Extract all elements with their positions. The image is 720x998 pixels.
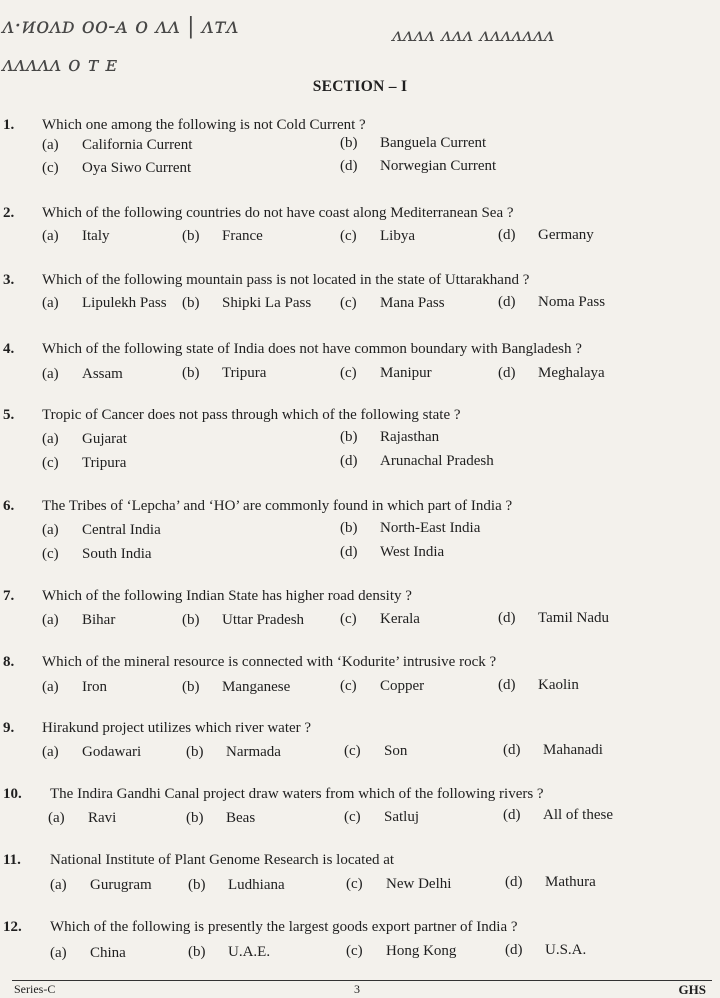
option-label: (a)	[48, 810, 65, 826]
option-label: (d)	[503, 807, 521, 823]
option-label: (a)	[42, 228, 59, 244]
option-label: (c)	[42, 160, 59, 176]
option-label: (c)	[340, 228, 357, 244]
question-text: Which of the following mountain pass is not located in the state of Uttarakhand ?	[42, 272, 530, 288]
option-label: (a)	[42, 679, 59, 695]
option-text: Gujarat	[82, 431, 127, 447]
option-label: (b)	[182, 295, 200, 311]
question-number: 7.	[3, 588, 15, 604]
option-label: (b)	[340, 429, 358, 445]
option-label: (b)	[186, 744, 204, 760]
option-c[interactable]	[340, 228, 415, 245]
option-c[interactable]	[346, 876, 452, 893]
option-d[interactable]	[498, 294, 606, 311]
option-label: (b)	[188, 944, 206, 960]
option-text: Narmada	[226, 744, 281, 760]
option-text: Gurugram	[90, 877, 152, 893]
option-label: (b)	[182, 228, 200, 244]
option-text: Germany	[538, 227, 594, 243]
option-b[interactable]	[340, 135, 487, 152]
question-text: Which of the following countries do not have coast along Mediterranean Sea ?	[42, 205, 514, 221]
option-d[interactable]	[340, 544, 445, 561]
option-a[interactable]	[50, 945, 126, 962]
paper-code: GHS	[678, 982, 706, 997]
option-label: (c)	[346, 876, 363, 892]
option-label: (b)	[186, 810, 204, 826]
option-label: (c)	[344, 809, 361, 825]
question-number: 9.	[3, 720, 15, 736]
option-label: (c)	[340, 365, 357, 381]
option-text: Kaolin	[538, 677, 579, 693]
option-label: (d)	[340, 544, 358, 560]
option-text: South India	[82, 546, 152, 562]
option-b[interactable]	[188, 877, 285, 894]
option-text: Son	[384, 743, 408, 759]
option-label: (a)	[42, 431, 59, 447]
option-text: Assam	[82, 366, 123, 382]
option-text: California Current	[82, 137, 193, 153]
option-label: (d)	[498, 610, 516, 626]
option-label: (d)	[505, 942, 523, 958]
option-text: Lipulekh Pass	[82, 295, 167, 311]
option-a[interactable]	[42, 744, 142, 761]
question-text: Which of the following Indian State has higher road density ?	[42, 588, 412, 604]
option-label: (a)	[42, 366, 59, 382]
option-text: China	[90, 945, 126, 961]
option-text: Arunachal Pradesh	[380, 453, 494, 469]
option-d[interactable]	[340, 158, 497, 175]
option-text: Bihar	[82, 612, 116, 628]
option-b[interactable]	[186, 744, 281, 761]
option-text: Beas	[226, 810, 256, 826]
option-label: (d)	[498, 677, 516, 693]
option-d[interactable]	[503, 807, 613, 824]
question-number: 10.	[3, 786, 22, 802]
option-text: Banguela Current	[380, 135, 487, 151]
option-c[interactable]	[42, 160, 192, 177]
option-label: (c)	[42, 455, 59, 471]
option-label: (c)	[340, 295, 357, 311]
option-label: (b)	[182, 365, 200, 381]
question-text: Which one among the following is not Cold Current ?	[42, 117, 366, 133]
option-c[interactable]	[42, 546, 152, 563]
option-text: Godawari	[82, 744, 142, 760]
option-c[interactable]	[344, 743, 408, 760]
handwritten-note-3: ᴧᴧᴧᴧ ᴧᴧᴧ ᴧᴧᴧᴧᴧᴧᴧ	[392, 24, 555, 46]
option-c[interactable]	[42, 455, 127, 472]
option-d[interactable]	[498, 227, 594, 244]
option-text: Meghalaya	[538, 365, 605, 381]
option-c[interactable]	[340, 611, 420, 628]
option-d[interactable]	[505, 942, 587, 959]
option-c[interactable]	[340, 678, 425, 695]
option-b[interactable]	[186, 810, 256, 827]
option-d[interactable]	[498, 610, 610, 627]
option-label: (b)	[182, 679, 200, 695]
option-label: (c)	[346, 943, 363, 959]
option-b[interactable]	[182, 228, 263, 245]
page-number: 3	[354, 982, 360, 996]
handwritten-note-1: ᴧ·ᴎᴏᴧᴅ ᴏᴏ-ᴀ ᴏ ᴧᴧ | ᴧᴛᴧ	[2, 14, 239, 39]
option-d[interactable]	[498, 365, 605, 382]
question-text: Which of the following is presently the largest goods export partner of India ?	[50, 919, 518, 935]
option-a[interactable]	[48, 810, 117, 827]
section-title: SECTION – I	[312, 78, 408, 95]
question-text: Which of the following state of India does not have common boundary with Bangladesh ?	[42, 341, 582, 357]
option-c[interactable]	[344, 809, 420, 826]
option-text: North-East India	[380, 520, 481, 536]
option-text: Norwegian Current	[380, 158, 497, 174]
option-label: (a)	[42, 295, 59, 311]
option-label: (c)	[42, 546, 59, 562]
option-a[interactable]	[42, 679, 107, 696]
footer-series: Series-C	[14, 982, 56, 996]
option-label: (d)	[498, 227, 516, 243]
option-label: (d)	[498, 294, 516, 310]
option-label: (d)	[340, 453, 358, 469]
option-label: (d)	[340, 158, 358, 174]
option-text: Mahanadi	[543, 742, 603, 758]
option-a[interactable]	[42, 295, 167, 312]
option-text: All of these	[543, 807, 613, 823]
option-text: Oya Siwo Current	[82, 160, 192, 176]
option-text: Tamil Nadu	[538, 610, 610, 626]
option-text: Central India	[82, 522, 161, 538]
footer-divider	[12, 980, 712, 981]
option-text: Noma Pass	[538, 294, 606, 310]
option-d[interactable]	[498, 677, 579, 694]
question-number: 1.	[3, 117, 15, 133]
question-text: The Tribes of ‘Lepcha’ and ‘HO’ are commonly found in which part of India ?	[42, 498, 513, 514]
option-text: Iron	[82, 679, 107, 695]
option-text: Mana Pass	[380, 295, 445, 311]
option-a[interactable]	[42, 137, 193, 154]
option-label: (c)	[340, 611, 357, 627]
option-a[interactable]	[42, 612, 116, 629]
option-label: (d)	[505, 874, 523, 890]
option-label: (b)	[188, 877, 206, 893]
option-c[interactable]	[346, 943, 457, 960]
option-text: France	[222, 228, 263, 244]
question-number: 12.	[3, 919, 22, 935]
question-text: National Institute of Plant Genome Research is located at	[50, 852, 395, 868]
question-number: 3.	[3, 272, 15, 288]
option-text: Tripura	[222, 365, 267, 381]
handwritten-note-2: ᴧᴧᴧᴧᴧ ᴏ ᴛ ᴇ	[2, 52, 118, 76]
option-label: (b)	[340, 520, 358, 536]
question-number: 5.	[3, 407, 15, 423]
option-text: Rajasthan	[380, 429, 440, 445]
option-c[interactable]	[340, 365, 432, 382]
option-text: Kerala	[380, 611, 420, 627]
option-a[interactable]	[42, 366, 123, 383]
question-number: 8.	[3, 654, 15, 670]
question-text: The Indira Gandhi Canal project draw waters from which of the following rivers ?	[50, 786, 544, 802]
option-d[interactable]	[340, 453, 494, 470]
option-text: Satluj	[384, 809, 420, 825]
option-a[interactable]	[42, 522, 161, 539]
option-label: (a)	[42, 137, 59, 153]
option-b[interactable]	[188, 944, 271, 961]
option-text: Italy	[82, 228, 110, 244]
option-d[interactable]	[503, 742, 603, 759]
option-text: Mathura	[545, 874, 596, 890]
option-b[interactable]	[182, 612, 305, 629]
option-text: Copper	[380, 678, 425, 694]
option-label: (a)	[42, 522, 59, 538]
option-label: (c)	[344, 743, 361, 759]
option-text: New Delhi	[386, 876, 452, 892]
option-label: (b)	[340, 135, 358, 151]
option-text: Manganese	[222, 679, 291, 695]
option-a[interactable]	[50, 877, 152, 894]
option-label: (a)	[42, 744, 59, 760]
option-b[interactable]	[340, 429, 440, 446]
question-text: Tropic of Cancer does not pass through which of the following state ?	[42, 407, 461, 423]
option-b[interactable]	[182, 295, 312, 312]
question-text: Which of the mineral resource is connected with ‘Kodurite’ intrusive rock ?	[42, 654, 497, 670]
option-text: Ludhiana	[228, 877, 285, 893]
option-text: Libya	[380, 228, 415, 244]
option-c[interactable]	[340, 295, 445, 312]
option-text: Manipur	[380, 365, 432, 381]
option-b[interactable]	[182, 365, 267, 382]
option-label: (a)	[50, 945, 67, 961]
option-text: Uttar Pradesh	[222, 612, 305, 628]
question-number: 2.	[3, 205, 15, 221]
option-label: (c)	[340, 678, 357, 694]
question-number: 4.	[3, 341, 15, 357]
option-label: (d)	[498, 365, 516, 381]
option-text: Tripura	[82, 455, 127, 471]
option-text: West India	[380, 544, 445, 560]
option-text: Ravi	[88, 810, 117, 826]
option-text: U.A.E.	[228, 944, 271, 960]
option-b[interactable]	[182, 679, 291, 696]
option-a[interactable]	[42, 228, 110, 245]
question-text: Hirakund project utilizes which river water ?	[42, 720, 312, 736]
option-text: Shipki La Pass	[222, 295, 312, 311]
option-label: (a)	[42, 612, 59, 628]
option-text: Hong Kong	[386, 943, 457, 959]
option-label: (b)	[182, 612, 200, 628]
option-text: U.S.A.	[545, 942, 587, 958]
option-label: (a)	[50, 877, 67, 893]
question-number: 6.	[3, 498, 15, 514]
option-label: (d)	[503, 742, 521, 758]
question-number: 11.	[3, 852, 21, 868]
option-d[interactable]	[505, 874, 596, 891]
option-b[interactable]	[340, 520, 481, 537]
option-a[interactable]	[42, 431, 127, 448]
